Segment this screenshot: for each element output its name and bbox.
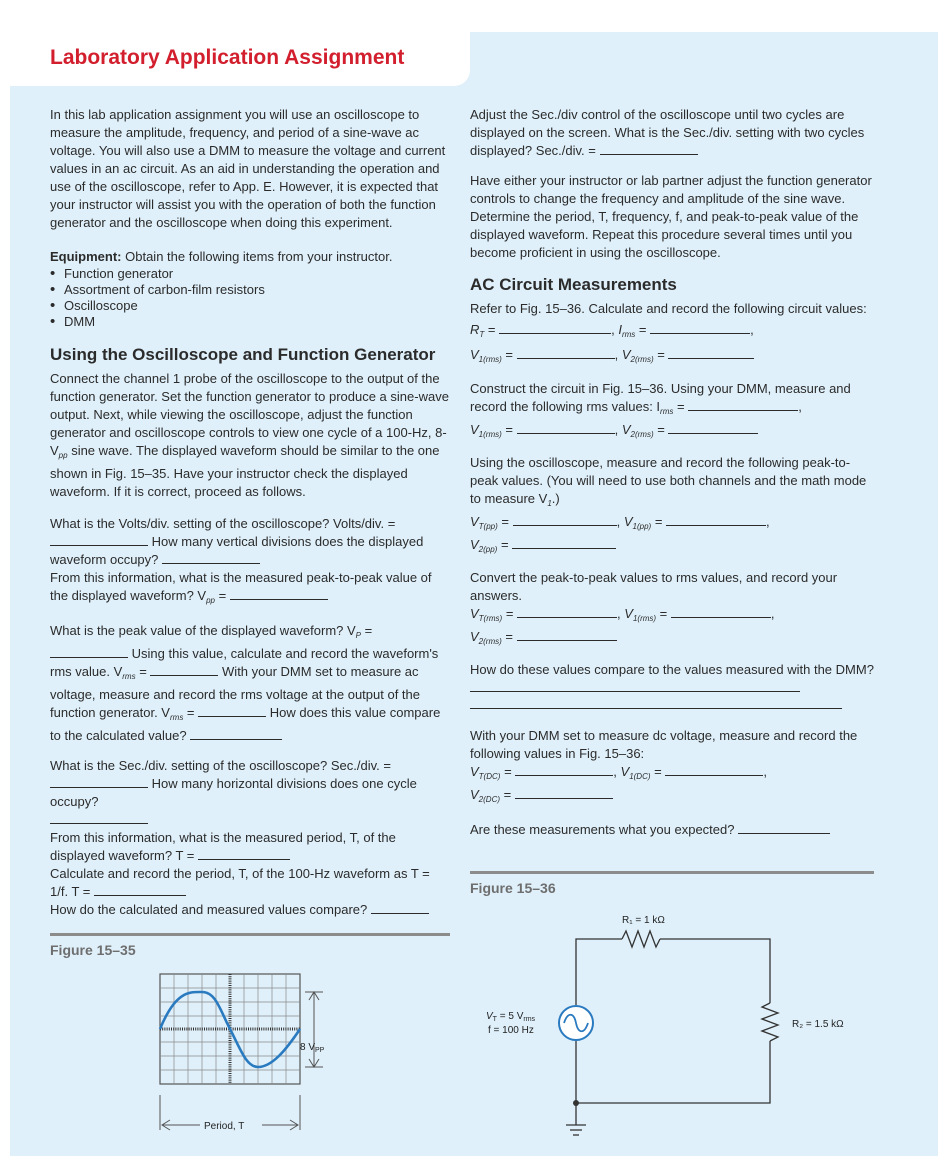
answer-blank[interactable] [665,763,763,776]
answer-blank[interactable] [671,605,771,618]
answer-blank[interactable] [666,513,766,526]
figure-15-36-label: Figure 15–36 [470,880,556,896]
answer-blank[interactable] [190,727,282,740]
source-frequency-label: f = 100 Hz [488,1025,534,1036]
equipment-text: Obtain the following items from your instructor. [125,249,393,264]
answer-blank[interactable] [371,901,429,914]
answer-blank[interactable] [50,533,148,546]
right-paragraph-6: Convert the peak-to-peak values to rms values, and record your answers. $V_{T(rms)}$ = , $V_{1(rms)}$ = , $V_{2(rms)}$ = [470,570,838,646]
answer-blank[interactable] [600,142,698,155]
right-paragraph-8: With your DMM set to measure dc voltage, measure and record the following values in Fig. 15–36: $V_{T(DC)}$ = , $V_{1(DC)}$ = , $V_{2(DC)}$ = [470,728,858,804]
answer-blank[interactable] [688,398,798,411]
answer-blank[interactable] [198,847,290,860]
answer-blank[interactable] [50,775,148,788]
resistor-r2 [762,1003,778,1041]
answer-blank[interactable] [150,663,218,676]
list-item: • Assortment of carbon-film resistors [50,282,450,298]
answer-blank[interactable] [230,587,328,600]
answer-blank[interactable] [162,551,260,564]
answer-blank[interactable] [517,605,617,618]
section-heading-oscilloscope: Using the Oscilloscope and Function Generator [50,345,436,364]
figure-rule [50,933,450,936]
circuit-diagram [470,905,890,1150]
r1-label: R₁ = 1 kΩ [622,915,665,926]
list-item: • Oscilloscope [50,298,450,314]
answer-blank[interactable] [94,883,186,896]
question-volts-div: What is the Volts/div. setting of the oscilloscope? Volts/div. = How many vertical divisions does the displayed waveform occupy? From this information, what is the measured peak-to-peak value of the displayed waveform? $V_{pp}$ = [50,516,432,605]
answer-blank[interactable] [470,679,800,692]
resistor-r1 [622,931,660,947]
section1-paragraph: Connect the channel 1 probe of the oscilloscope to the output of the function generator. Set the function generator to produce a sine-wave output. Next, while viewing the oscilloscope, adjust the function generator and oscilloscope controls to view one cycle of a 100-Hz, $8-V_{pp}$ sine wave. The displayed waveform should be similar to the one shown in Fig. 15–35. Have your instructor check the displayed waveform. If it is correct, proceed as follows. [50,371,449,499]
section-heading-ac-circuit: AC Circuit Measurements [470,275,677,294]
right-paragraph-2: Have either your instructor or lab partner adjust the function generator controls to change the frequency and amplitude of the sine wave. Determine the period, T, frequency, f, and peak-to-peak value of the displayed waveform. Repeat this procedure several times until you become proficient in using the oscilloscope. [470,173,872,260]
right-paragraph-5: Using the oscilloscope, measure and record the following peak-to-peak values. (You will need to use both channels and the math mode to measure $V_1$.) $V_{T(pp)}$ = , $V_{1(pp)}$ = , $V_{2(pp)}$ = [470,455,867,554]
question-sec-div: What is the Sec./div. setting of the oscilloscope? Sec./div. = How many horizontal divisions does one cycle occupy? From this information, what is the measured period, T, of the displayed waveform? T = Calculate and record the period, T, of the 100-Hz waveform as T = 1/f. T = How do the calculated and measured values compare? [50,758,430,917]
answer-blank[interactable] [50,811,148,824]
equipment-list [50,266,450,330]
answer-blank[interactable] [650,321,750,334]
right-paragraph-3: Refer to Fig. 15–36. Calculate and record the following circuit values: [470,301,867,316]
answer-blank[interactable] [668,421,758,434]
list-item: • Function generator [50,266,450,282]
figure-15-35-label: Figure 15–35 [50,942,136,958]
source-voltage-label: $V_T = 5$ $V_{rms}$ [486,1011,536,1023]
answer-blank[interactable] [499,321,611,334]
intro-paragraph: In this lab application assignment you will use an oscilloscope to measure the amplitude, frequency, and period of a sine-wave ac voltage. You will also use a DMM to measure the voltage and current values in an ac circuit. As an aid in understanding the operation and use of the oscilloscope, refer to App. E. However, it is expected that your instructor will assist you with the operation of both the function generator and the oscilloscope when doing this experiment. [50,107,446,230]
answer-blank[interactable] [515,786,613,799]
answer-blank[interactable] [517,346,615,359]
r2-label: R₂ = 1.5 kΩ [792,1019,844,1030]
junction-dot [573,1100,579,1106]
answer-blank[interactable] [513,513,617,526]
answer-blank[interactable] [198,704,266,717]
question-peak-value: What is the peak value of the displayed waveform? $V_P$ = Using this value, calculate and record the waveform's rms value. $V_{rms}$ = With your DMM set to measure ac voltage, measure and record the rms voltage at the output of the function generator. $V_{rms}$ = How does this value compare to the calculated value? [50,623,441,743]
answer-blank[interactable] [515,763,613,776]
figure-rule [470,871,874,874]
oscilloscope-figure [150,970,350,1140]
right-paragraph-9: Are these measurements what you expected? [470,821,874,839]
answer-blank[interactable] [512,536,616,549]
page-title: Laboratory Application Assignment [50,46,405,69]
circuit-values-blanks: $R_T$ = , $I_{rms}$ = , $V_{1(rms)}$ = , $V_{2(rms)}$ = [470,322,754,364]
answer-line[interactable] [470,707,842,709]
right-paragraph-1: Adjust the Sec./div control of the oscilloscope until two cycles are displayed on the screen. What is the Sec./div. setting with two cycles displayed? Sec./div. = [470,107,865,158]
answer-blank[interactable] [50,645,128,658]
equipment-line [50,248,450,266]
list-item: • DMM [50,314,450,330]
right-paragraph-7: How do these values compare to the values measured with the DMM? [470,661,874,697]
answer-blank[interactable] [517,421,615,434]
answer-blank[interactable] [517,628,617,641]
answer-blank[interactable] [738,821,830,834]
right-paragraph-4: Construct the circuit in Fig. 15–36. Using your DMM, measure and record the following rms values: $I_{rms}$ = , $V_{1(rms)}$ = , $V_{2(rms)}$ = [470,381,851,439]
right-column [470,106,874,839]
period-label: Period, T [204,1121,245,1132]
left-column [50,106,450,919]
answer-blank[interactable] [668,346,754,359]
vpp-label: 8 $V_{PP}$ [300,1042,325,1054]
equipment-label: Equipment: [50,249,122,264]
